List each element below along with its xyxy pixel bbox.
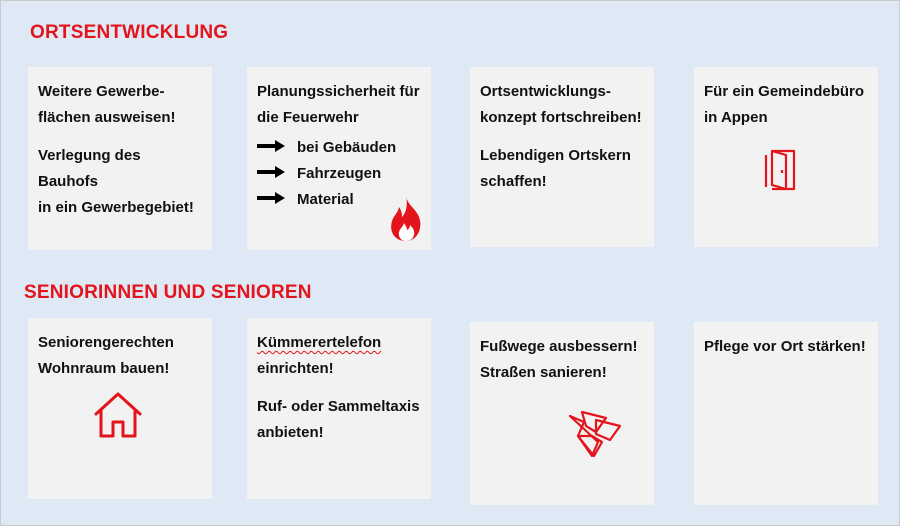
- card-text: Ruf- oder Sammeltaxis anbieten!: [257, 398, 420, 441]
- road-chevrons-icon: [566, 408, 624, 467]
- card-text: Für ein Gemeindebüro in Appen: [704, 83, 865, 126]
- card-pflege: [694, 322, 878, 505]
- list-item: [257, 161, 421, 187]
- list-item-label: Fahrzeugen: [297, 165, 382, 182]
- card-wohnraum: [28, 318, 212, 499]
- card-text: Verlegung des Bauhofs in ein Gewerbegebiet!: [38, 147, 194, 216]
- card-text: Lebendigen Ortskern schaffen!: [480, 147, 631, 190]
- flame-icon: [387, 197, 425, 252]
- list-item-label: Material: [297, 191, 354, 208]
- list-item-label: bei Gebäuden: [297, 139, 397, 156]
- section-title-ortsentwicklung: ORTSENTWICKLUNG: [30, 22, 229, 43]
- card-gewerbe: [28, 67, 212, 250]
- card-text: Planungssicherheit für die Feuerwehr: [257, 83, 420, 126]
- card-wege: [470, 322, 654, 505]
- card-kuemmerertelefon: [247, 318, 431, 499]
- card-text: Seniorengerechten Wohnraum bauen!: [38, 334, 174, 377]
- card-text-line: einrichten!: [257, 360, 334, 377]
- card-text-line: Kümmerertelefon: [257, 334, 382, 351]
- card-text: Weitere Gewerbe- flächen ausweisen!: [38, 83, 176, 126]
- arrow-right-icon: [257, 135, 297, 161]
- house-icon: [92, 390, 144, 449]
- card-text: Ortsentwicklungs- konzept fortschreiben!: [480, 83, 642, 126]
- arrow-right-icon: [257, 161, 297, 187]
- door-icon: [764, 147, 798, 202]
- card-text: Fußwege ausbessern! Straßen sanieren!: [480, 338, 638, 381]
- section-title-senioren: SENIORINNEN UND SENIOREN: [24, 282, 312, 303]
- card-feuerwehr: [247, 67, 431, 250]
- list-item: [257, 135, 421, 161]
- card-gemeindebuero: [694, 67, 878, 247]
- card-ortsentwicklung: [470, 67, 654, 247]
- card-text: Pflege vor Ort stärken!: [704, 338, 866, 355]
- arrow-right-icon: [257, 187, 297, 213]
- card-text: [257, 330, 421, 382]
